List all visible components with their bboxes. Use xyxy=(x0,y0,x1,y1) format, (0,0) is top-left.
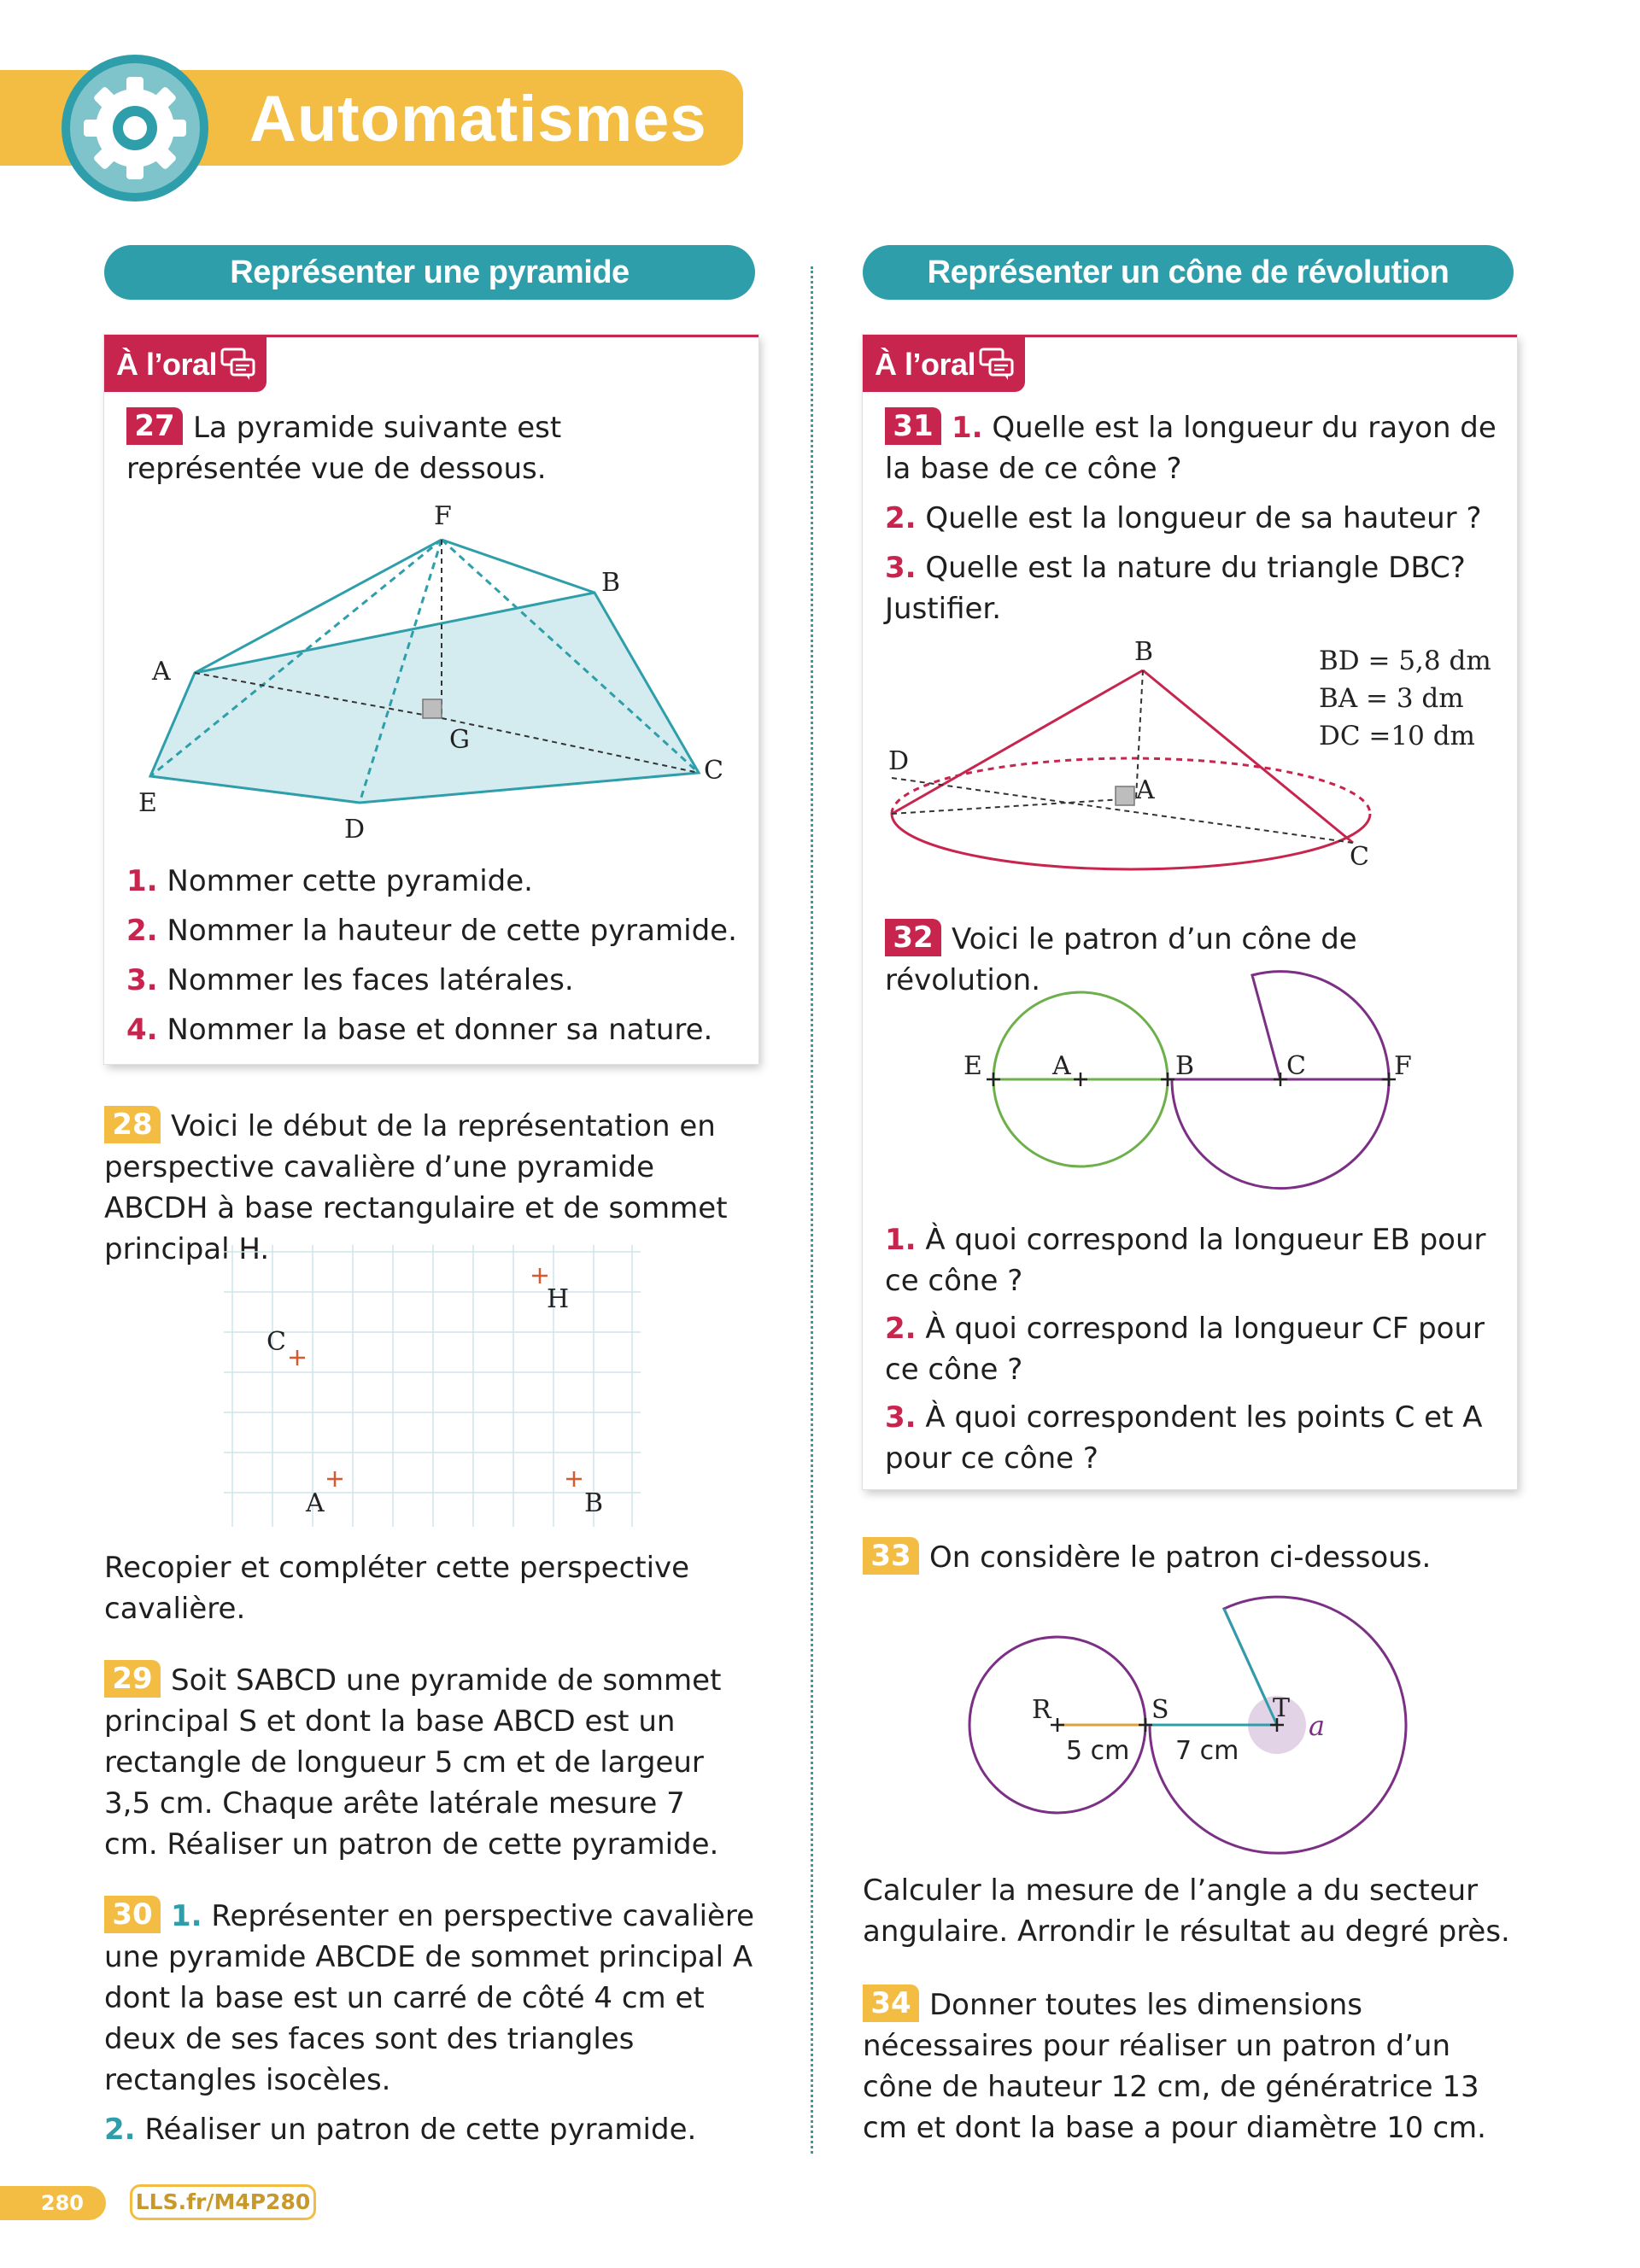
label-D: D xyxy=(888,746,910,776)
ex33-instruction: Calculer la mesure de l’angle a du secteur angulaire. Arrondir le résultat au degré près. xyxy=(863,1873,1510,1949)
ex30-number: 30 xyxy=(104,1896,161,1933)
label-A: A xyxy=(1052,1051,1071,1081)
label-C: C xyxy=(266,1327,286,1357)
label-E: E xyxy=(138,788,157,818)
label-C: C xyxy=(1286,1051,1306,1081)
label-G: G xyxy=(449,725,470,755)
ex32-question: 1. À quoi correspond la longueur EB pour ce cône ? xyxy=(885,1223,1486,1298)
ex30-q2: 2. Réaliser un patron de cette pyramide. xyxy=(104,2113,697,2147)
ex30-text xyxy=(104,1896,766,2150)
length-rs: 5 cm xyxy=(1066,1736,1130,1766)
ex32-question: 3. À quoi correspondent les points C et A pour ce cône ? xyxy=(885,1400,1483,1476)
ex32-question: 2. À quoi correspond la longueur CF pour ce cône ? xyxy=(885,1312,1485,1387)
gear-icon xyxy=(60,53,210,203)
label-R: R xyxy=(1032,1695,1051,1725)
grid-figure xyxy=(224,1245,641,1527)
ex27-questions xyxy=(126,861,741,1050)
label-C: C xyxy=(1350,842,1369,872)
label-A: A xyxy=(306,1488,325,1518)
label-A: A xyxy=(1136,775,1155,805)
ex31-question: 2. Quelle est la longueur de sa hauteur ? xyxy=(885,501,1482,535)
ex34-number: 34 xyxy=(863,1984,919,2022)
page-title: Automatismes xyxy=(249,83,707,155)
ex27-number: 27 xyxy=(126,407,183,445)
label-alpha: a xyxy=(1309,1710,1326,1742)
label-T: T xyxy=(1273,1693,1291,1723)
ex31-number: 31 xyxy=(885,407,941,445)
ex27-question: 1. Nommer cette pyramide. xyxy=(126,864,533,898)
ex28-text: 28 Voici le début de la représentation en perspective cavalière d’une pyramide ABCDH à base rectangulaire et de sommet principal H. xyxy=(104,1108,728,1266)
page-number: 280 xyxy=(0,2186,106,2220)
label-C: C xyxy=(704,756,723,786)
label-B: B xyxy=(1175,1051,1195,1081)
sector-net-figure xyxy=(965,1590,1426,1862)
ex27-question: 2. Nommer la hauteur de cette pyramide. xyxy=(126,914,737,948)
oral-label xyxy=(863,337,1025,392)
oral-label-text: À l’oral xyxy=(116,347,218,382)
ex33-number: 33 xyxy=(863,1537,919,1575)
cone-measures xyxy=(1319,642,1491,755)
ex32-intro: 32 Voici le patron d’un cône de révolution. xyxy=(885,921,1357,997)
oral-label xyxy=(104,337,266,392)
section-title-cone: Représenter un cône de révolution xyxy=(863,245,1514,300)
label-A: A xyxy=(152,657,171,687)
column-divider xyxy=(811,266,813,2154)
label-B: B xyxy=(584,1488,604,1518)
ex27-question: 4. Nommer la base et donner sa nature. xyxy=(126,1013,713,1047)
label-S: S xyxy=(1151,1695,1169,1725)
ex27-question: 3. Nommer les faces latérales. xyxy=(126,963,574,997)
ex31-questions xyxy=(885,407,1505,629)
ex28-number: 28 xyxy=(104,1106,161,1143)
ex32-number: 32 xyxy=(885,919,941,956)
speech-bubble-icon xyxy=(979,348,1015,382)
ex30-q1: 30 1. Représenter en perspective cavalière une pyramide ABCDE de sommet principal A dont la base est un carré de côté 4 cm et deux de ses faces sont des triangles rectangles isocèles. xyxy=(104,1897,755,2097)
ex27-intro-text: La pyramide suivante est représentée vue de dessous. xyxy=(126,411,562,486)
ex27-intro xyxy=(126,407,741,489)
ex29-number: 29 xyxy=(104,1660,161,1698)
pyramid-figure xyxy=(126,494,741,854)
label-H: H xyxy=(547,1284,570,1314)
label-B: B xyxy=(1134,637,1154,667)
section-title-pyramid: Représenter une pyramide xyxy=(104,245,755,300)
ex34-text: 34 Donner toutes les dimensions nécessaires pour réaliser un patron d’un cône de hauteur 12 cm, de génératrice 13 cm et dont la base a pour diamètre 10 cm. xyxy=(863,1986,1486,2145)
measure-dc: DC =10 dm xyxy=(1319,721,1475,751)
oral-label-text: À l’oral xyxy=(875,347,976,382)
ex28-instruction: Recopier et compléter cette perspective cavalière. xyxy=(104,1551,690,1626)
label-B: B xyxy=(601,568,621,598)
label-E: E xyxy=(964,1051,982,1081)
ex31-question: 3. Quelle est la nature du triangle DBC? Justifier. xyxy=(885,551,1466,626)
ex29-text: 29 Soit SABCD une pyramide de sommet principal S et dont la base ABCD est un rectangle de longueur 5 cm et de largeur 3,5 cm. Chaque arête latérale mesure 7 cm. Réaliser un patron de cette pyramide. xyxy=(104,1662,722,1862)
ex32-questions xyxy=(885,1219,1505,1479)
ex33-intro: 33 On considère le patron ci-dessous. xyxy=(863,1537,1512,1578)
length-st: 7 cm xyxy=(1175,1736,1239,1766)
measure-bd: BD = 5,8 dm xyxy=(1319,646,1491,676)
label-F: F xyxy=(1394,1051,1412,1081)
resource-link[interactable]: LLS.fr/M4P280 xyxy=(130,2184,316,2220)
speech-bubble-icon xyxy=(220,348,256,382)
label-D: D xyxy=(344,815,366,845)
ex31-question: 31 1. Quelle est la longueur du rayon de la base de ce cône ? xyxy=(885,409,1496,486)
cone-net-figure xyxy=(948,968,1444,1206)
measure-ba: BA = 3 dm xyxy=(1319,683,1464,714)
label-F: F xyxy=(434,501,452,531)
